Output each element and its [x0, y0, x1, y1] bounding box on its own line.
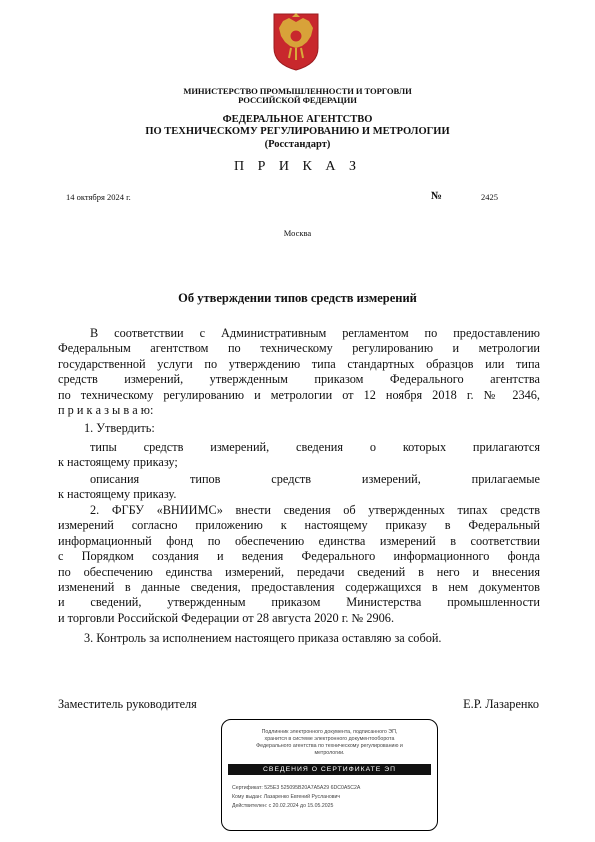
signatory-position: Заместитель руководителя	[58, 697, 197, 711]
ministry-name-line-2: РОССИЙСКОЙ ФЕДЕРАЦИИ	[238, 95, 357, 105]
body-line: по техническому регулированию и метрологии от 12 ноября 2018 г. № 2346,	[58, 387, 540, 402]
item-1-b-line-2: к настоящему приказу.	[58, 487, 177, 502]
certificate-owner: Кому выдан: Лазаренко Евгений Русланович	[232, 794, 341, 800]
body-line: средств измерений, утвержденным приказом Федерального агентства	[58, 372, 540, 387]
body-line: изменений в данные сведения, предоставления содержащихся в нем документов	[58, 580, 540, 594]
body-line: п р и к а з ы в а ю:	[58, 403, 154, 417]
body-line: государственной услуги по утверждению типа стандартных образцов или типа	[58, 356, 540, 371]
body-line: по обеспечению единства измерений, передачи сведений в него и внесения	[58, 564, 540, 579]
coat-of-arms-emblem	[271, 12, 321, 72]
certificate-validity: Действителен: с 20.02.2024 до 15.05.2025	[232, 803, 334, 809]
body-line: информационный фонд по обеспечению единства измерений в соответствии	[58, 533, 540, 548]
body-line: и сведений, утвержденным приказом Министерства промышленности	[58, 595, 540, 610]
agency-name-line-2: ПО ТЕХНИЧЕСКОМУ РЕГУЛИРОВАНИЮ И МЕТРОЛОГИИ	[145, 126, 450, 137]
body-line: с Порядком создания и ведения Федерального информационного фонда	[58, 549, 540, 564]
agency-short-name: (Росстандарт)	[264, 139, 331, 150]
stamp-notice-line: хранится в системе электронного документооборота	[264, 736, 395, 742]
document-type: П Р И К А З	[234, 159, 361, 174]
body-line: и торговли Российской Федерации от 28 августа 2020 г. № 2906.	[58, 610, 395, 625]
body-line: 2. ФГБУ «ВНИИМС» внести сведения об утвержденных типах средств	[90, 503, 540, 517]
item-1-a-line-2: к настоящему приказу;	[58, 455, 178, 470]
signatory-name: Е.Р. Лазаренко	[463, 697, 539, 711]
item-1-heading: 1. Утвердить:	[84, 421, 155, 435]
body-line: В соответствии с Административным регламентом по предоставлению	[90, 326, 540, 340]
document-body	[58, 326, 540, 656]
body-line: измерений согласно приложению к настоящему приказу в Федеральный	[58, 518, 540, 533]
item-1-b-line-1: описания типов средств измерений, прилагаемые	[90, 472, 540, 486]
certificate-info-bar: СВЕДЕНИЯ О СЕРТИФИКАТЕ ЭП	[228, 764, 431, 775]
stamp-notice-line: Подлинник электронного документа, подписанного ЭП,	[261, 729, 398, 735]
ministry-name-line-1: МИНИСТЕРСТВО ПРОМЫШЛЕННОСТИ И ТОРГОВЛИ	[183, 86, 412, 96]
item-3: 3. Контроль за исполнением настоящего приказа оставляю за собой.	[84, 631, 442, 645]
number-sign: №	[431, 190, 443, 202]
item-1-a-line-1: типы средств измерений, сведения о которых прилагаются	[90, 440, 540, 454]
stamp-notice-line: метрологии.	[314, 750, 345, 756]
document-date: 14 октября 2024 г.	[66, 192, 131, 202]
agency-name-line-1: ФЕДЕРАЛЬНОЕ АГЕНТСТВО	[222, 114, 373, 125]
electronic-signature-stamp	[221, 719, 438, 831]
body-line: Федеральным агентством по техническому регулированию и метрологии	[58, 341, 540, 356]
stamp-notice-line: Федерального агентства по техническому регулированию и	[256, 743, 403, 749]
document-city: Москва	[283, 228, 312, 238]
document-number: 2425	[481, 192, 498, 202]
document-title: Об утверждении типов средств измерений	[178, 291, 417, 305]
certificate-number: Сертификат: 525E3 525095B20A7A5A29 6DC0A5C2A	[232, 785, 361, 791]
